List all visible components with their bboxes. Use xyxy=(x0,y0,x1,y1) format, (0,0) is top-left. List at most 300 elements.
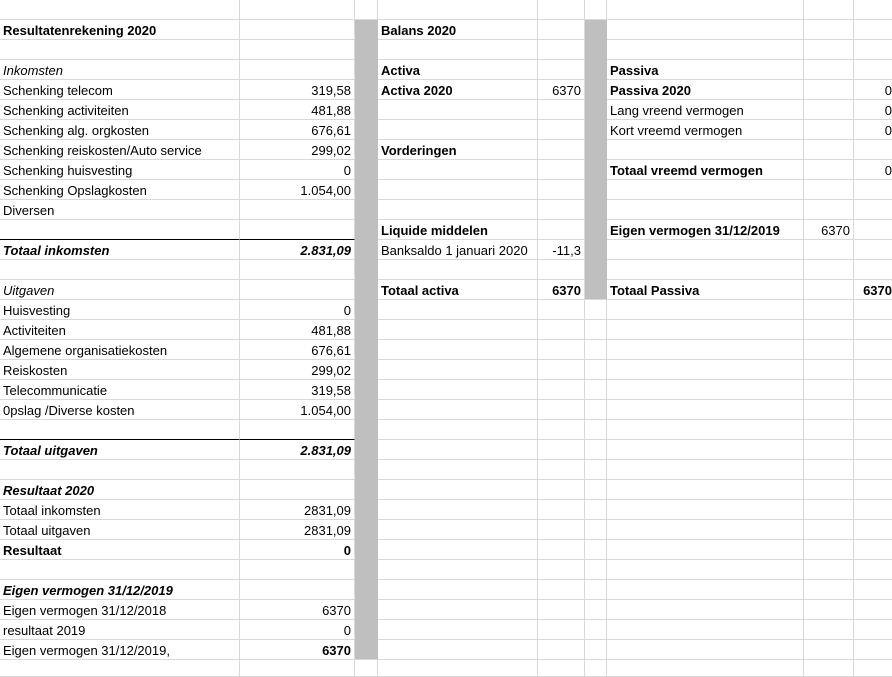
separator-cell[interactable] xyxy=(355,200,378,220)
separator-cell[interactable] xyxy=(355,180,378,200)
empty-cell[interactable] xyxy=(585,400,607,420)
empty-cell[interactable] xyxy=(538,200,585,220)
empty-cell[interactable] xyxy=(538,560,585,580)
uitgaven-label[interactable]: Reiskosten xyxy=(0,360,240,380)
empty-cell[interactable] xyxy=(378,580,538,600)
resultaat-label[interactable]: Totaal uitgaven xyxy=(0,520,240,540)
empty-cell[interactable] xyxy=(378,260,538,280)
resultaat-total-label[interactable]: Resultaat xyxy=(0,540,240,560)
separator-cell[interactable] xyxy=(355,560,378,580)
empty-cell[interactable] xyxy=(607,500,804,520)
separator-cell[interactable] xyxy=(355,640,378,660)
section-heading-inkomsten[interactable]: Inkomsten xyxy=(0,60,240,80)
empty-cell[interactable] xyxy=(240,460,355,480)
empty-cell[interactable] xyxy=(854,40,892,60)
activa-heading[interactable]: Activa xyxy=(378,60,538,80)
empty-cell[interactable] xyxy=(854,420,892,440)
separator-cell[interactable] xyxy=(585,220,607,240)
empty-cell[interactable] xyxy=(804,120,854,140)
inkomsten-label[interactable]: Schenking activiteiten xyxy=(0,100,240,120)
empty-cell[interactable] xyxy=(607,640,804,660)
empty-cell[interactable] xyxy=(804,460,854,480)
separator-cell[interactable] xyxy=(355,460,378,480)
empty-cell[interactable] xyxy=(854,560,892,580)
empty-cell[interactable] xyxy=(538,420,585,440)
empty-cell[interactable] xyxy=(538,220,585,240)
empty-cell[interactable] xyxy=(0,660,240,677)
empty-cell[interactable] xyxy=(585,460,607,480)
empty-cell[interactable] xyxy=(240,220,355,240)
uitgaven-value[interactable]: 1.054,00 xyxy=(240,400,355,420)
activa-row-label[interactable]: Activa 2020 xyxy=(378,80,538,100)
empty-cell[interactable] xyxy=(804,600,854,620)
empty-cell[interactable] xyxy=(538,120,585,140)
empty-cell[interactable] xyxy=(0,0,240,20)
empty-cell[interactable] xyxy=(804,40,854,60)
passiva-label[interactable]: Passiva 2020 xyxy=(607,80,804,100)
separator-cell[interactable] xyxy=(355,540,378,560)
eigen-vermogen-value[interactable]: 0 xyxy=(240,620,355,640)
inkomsten-label[interactable]: Schenking Opslagkosten xyxy=(0,180,240,200)
resultaat-value[interactable]: 2831,09 xyxy=(240,500,355,520)
empty-cell[interactable] xyxy=(378,660,538,677)
empty-cell[interactable] xyxy=(854,220,892,240)
empty-cell[interactable] xyxy=(607,460,804,480)
uitgaven-label[interactable]: Huisvesting xyxy=(0,300,240,320)
empty-cell[interactable] xyxy=(538,600,585,620)
empty-cell[interactable] xyxy=(804,560,854,580)
empty-cell[interactable] xyxy=(585,320,607,340)
passiva-label[interactable]: Lang vreend vermogen xyxy=(607,100,804,120)
empty-cell[interactable] xyxy=(585,660,607,677)
separator-cell[interactable] xyxy=(355,440,378,460)
section-heading-resultaat[interactable]: Resultaat 2020 xyxy=(0,480,240,500)
empty-cell[interactable] xyxy=(607,540,804,560)
report-title[interactable]: Resultatenrekening 2020 xyxy=(0,20,240,40)
empty-cell[interactable] xyxy=(854,440,892,460)
banksaldo-value[interactable]: -11,3 xyxy=(538,240,585,260)
eigen-vermogen-total-value[interactable]: 6370 xyxy=(240,640,355,660)
empty-cell[interactable] xyxy=(538,180,585,200)
activa-row-value[interactable]: 6370 xyxy=(538,80,585,100)
separator-cell[interactable] xyxy=(585,200,607,220)
separator-cell[interactable] xyxy=(355,40,378,60)
empty-cell[interactable] xyxy=(585,640,607,660)
empty-cell[interactable] xyxy=(854,460,892,480)
empty-cell[interactable] xyxy=(804,100,854,120)
empty-cell[interactable] xyxy=(804,540,854,560)
empty-cell[interactable] xyxy=(538,540,585,560)
separator-cell[interactable] xyxy=(355,420,378,440)
empty-cell[interactable] xyxy=(804,260,854,280)
banksaldo-label[interactable]: Banksaldo 1 januari 2020 xyxy=(378,240,538,260)
empty-cell[interactable] xyxy=(607,420,804,440)
inkomsten-value[interactable]: 319,58 xyxy=(240,80,355,100)
eigen-vermogen-label[interactable]: resultaat 2019 xyxy=(0,620,240,640)
empty-cell[interactable] xyxy=(378,180,538,200)
separator-cell[interactable] xyxy=(355,280,378,300)
inkomsten-value[interactable] xyxy=(240,200,355,220)
separator-cell[interactable] xyxy=(585,120,607,140)
separator-cell[interactable] xyxy=(355,160,378,180)
vorderingen-label[interactable]: Vorderingen xyxy=(378,140,538,160)
separator-cell[interactable] xyxy=(355,620,378,640)
uitgaven-value[interactable]: 299,02 xyxy=(240,360,355,380)
empty-cell[interactable] xyxy=(854,540,892,560)
empty-cell[interactable] xyxy=(607,600,804,620)
empty-cell[interactable] xyxy=(607,320,804,340)
empty-cell[interactable] xyxy=(378,120,538,140)
empty-cell[interactable] xyxy=(854,660,892,677)
empty-cell[interactable] xyxy=(0,220,240,240)
empty-cell[interactable] xyxy=(804,500,854,520)
empty-cell[interactable] xyxy=(854,500,892,520)
eigen-vermogen-label[interactable]: Eigen vermogen 31/12/2018 xyxy=(0,600,240,620)
separator-cell[interactable] xyxy=(355,320,378,340)
empty-cell[interactable] xyxy=(378,480,538,500)
empty-cell[interactable] xyxy=(804,520,854,540)
empty-cell[interactable] xyxy=(607,260,804,280)
separator-cell[interactable] xyxy=(355,480,378,500)
empty-cell[interactable] xyxy=(804,80,854,100)
empty-cell[interactable] xyxy=(585,560,607,580)
resultaat-label[interactable]: Totaal inkomsten xyxy=(0,500,240,520)
empty-cell[interactable] xyxy=(607,40,804,60)
inkomsten-label[interactable]: Schenking telecom xyxy=(0,80,240,100)
empty-cell[interactable] xyxy=(240,0,355,20)
empty-cell[interactable] xyxy=(538,500,585,520)
empty-cell[interactable] xyxy=(378,100,538,120)
empty-cell[interactable] xyxy=(538,20,585,40)
empty-cell[interactable] xyxy=(854,300,892,320)
empty-cell[interactable] xyxy=(538,380,585,400)
empty-cell[interactable] xyxy=(378,0,538,20)
empty-cell[interactable] xyxy=(538,40,585,60)
empty-cell[interactable] xyxy=(378,400,538,420)
uitgaven-label[interactable]: Telecommunicatie xyxy=(0,380,240,400)
empty-cell[interactable] xyxy=(585,500,607,520)
separator-cell[interactable] xyxy=(355,220,378,240)
empty-cell[interactable] xyxy=(240,420,355,440)
empty-cell[interactable] xyxy=(804,300,854,320)
empty-cell[interactable] xyxy=(538,100,585,120)
empty-cell[interactable] xyxy=(854,260,892,280)
empty-cell[interactable] xyxy=(538,440,585,460)
empty-cell[interactable] xyxy=(607,480,804,500)
empty-cell[interactable] xyxy=(378,520,538,540)
empty-cell[interactable] xyxy=(585,0,607,20)
inkomsten-value[interactable]: 676,61 xyxy=(240,120,355,140)
inkomsten-value[interactable]: 299,02 xyxy=(240,140,355,160)
separator-cell[interactable] xyxy=(585,40,607,60)
separator-cell[interactable] xyxy=(355,340,378,360)
empty-cell[interactable] xyxy=(854,240,892,260)
inkomsten-label[interactable]: Diversen xyxy=(0,200,240,220)
empty-cell[interactable] xyxy=(854,60,892,80)
uitgaven-label[interactable]: 0pslag /Diverse kosten xyxy=(0,400,240,420)
empty-cell[interactable] xyxy=(538,400,585,420)
empty-cell[interactable] xyxy=(607,20,804,40)
uitgaven-value[interactable]: 0 xyxy=(240,300,355,320)
resultaat-total-value[interactable]: 0 xyxy=(240,540,355,560)
totaal-vreemd-value[interactable]: 0 xyxy=(854,160,892,180)
separator-cell[interactable] xyxy=(355,400,378,420)
empty-cell[interactable] xyxy=(240,280,355,300)
empty-cell[interactable] xyxy=(378,500,538,520)
liquide-middelen-label[interactable]: Liquide middelen xyxy=(378,220,538,240)
empty-cell[interactable] xyxy=(378,420,538,440)
totaal-passiva-label[interactable]: Totaal Passiva xyxy=(607,280,804,300)
separator-cell[interactable] xyxy=(585,240,607,260)
empty-cell[interactable] xyxy=(378,160,538,180)
empty-cell[interactable] xyxy=(854,200,892,220)
totaal-activa-value[interactable]: 6370 xyxy=(538,280,585,300)
empty-cell[interactable] xyxy=(240,40,355,60)
separator-cell[interactable] xyxy=(585,180,607,200)
uitgaven-label[interactable]: Activiteiten xyxy=(0,320,240,340)
empty-cell[interactable] xyxy=(378,640,538,660)
empty-cell[interactable] xyxy=(585,480,607,500)
empty-cell[interactable] xyxy=(585,580,607,600)
empty-cell[interactable] xyxy=(854,0,892,20)
totaal-activa-label[interactable]: Totaal activa xyxy=(378,280,538,300)
empty-cell[interactable] xyxy=(0,40,240,60)
empty-cell[interactable] xyxy=(854,600,892,620)
inkomsten-value[interactable]: 481,88 xyxy=(240,100,355,120)
uitgaven-label[interactable]: Algemene organisatiekosten xyxy=(0,340,240,360)
empty-cell[interactable] xyxy=(804,380,854,400)
empty-cell[interactable] xyxy=(585,440,607,460)
empty-cell[interactable] xyxy=(854,480,892,500)
empty-cell[interactable] xyxy=(804,140,854,160)
empty-cell[interactable] xyxy=(378,600,538,620)
empty-cell[interactable] xyxy=(355,660,378,677)
empty-cell[interactable] xyxy=(585,360,607,380)
total-inkomsten-value[interactable]: 2.831,09 xyxy=(240,240,355,260)
empty-cell[interactable] xyxy=(378,620,538,640)
separator-cell[interactable] xyxy=(355,60,378,80)
separator-cell[interactable] xyxy=(355,520,378,540)
separator-cell[interactable] xyxy=(355,500,378,520)
empty-cell[interactable] xyxy=(607,180,804,200)
empty-cell[interactable] xyxy=(804,340,854,360)
resultaat-value[interactable]: 2831,09 xyxy=(240,520,355,540)
eigen-vermogen-passiva-label[interactable]: Eigen vermogen 31/12/2019 xyxy=(607,220,804,240)
empty-cell[interactable] xyxy=(854,620,892,640)
separator-cell[interactable] xyxy=(355,360,378,380)
empty-cell[interactable] xyxy=(804,200,854,220)
empty-cell[interactable] xyxy=(378,460,538,480)
empty-cell[interactable] xyxy=(240,480,355,500)
empty-cell[interactable] xyxy=(538,320,585,340)
empty-cell[interactable] xyxy=(607,620,804,640)
empty-cell[interactable] xyxy=(854,640,892,660)
empty-cell[interactable] xyxy=(804,60,854,80)
separator-cell[interactable] xyxy=(355,100,378,120)
empty-cell[interactable] xyxy=(538,140,585,160)
eigen-vermogen-passiva-value[interactable]: 6370 xyxy=(804,220,854,240)
empty-cell[interactable] xyxy=(378,320,538,340)
empty-cell[interactable] xyxy=(0,420,240,440)
empty-cell[interactable] xyxy=(538,160,585,180)
separator-cell[interactable] xyxy=(355,20,378,40)
inkomsten-label[interactable]: Schenking alg. orgkosten xyxy=(0,120,240,140)
inkomsten-label[interactable]: Schenking huisvesting xyxy=(0,160,240,180)
separator-cell[interactable] xyxy=(355,260,378,280)
empty-cell[interactable] xyxy=(854,320,892,340)
passiva-label[interactable]: Kort vreemd vermogen xyxy=(607,120,804,140)
empty-cell[interactable] xyxy=(804,480,854,500)
empty-cell[interactable] xyxy=(854,340,892,360)
empty-cell[interactable] xyxy=(240,60,355,80)
empty-cell[interactable] xyxy=(538,640,585,660)
empty-cell[interactable] xyxy=(378,340,538,360)
empty-cell[interactable] xyxy=(804,280,854,300)
empty-cell[interactable] xyxy=(378,300,538,320)
empty-cell[interactable] xyxy=(854,400,892,420)
empty-cell[interactable] xyxy=(804,420,854,440)
empty-cell[interactable] xyxy=(607,380,804,400)
section-heading-uitgaven[interactable]: Uitgaven xyxy=(0,280,240,300)
separator-cell[interactable] xyxy=(585,100,607,120)
separator-cell[interactable] xyxy=(355,600,378,620)
empty-cell[interactable] xyxy=(585,520,607,540)
empty-cell[interactable] xyxy=(804,620,854,640)
empty-cell[interactable] xyxy=(804,320,854,340)
empty-cell[interactable] xyxy=(585,380,607,400)
empty-cell[interactable] xyxy=(378,560,538,580)
passiva-heading[interactable]: Passiva xyxy=(607,60,804,80)
empty-cell[interactable] xyxy=(804,160,854,180)
empty-cell[interactable] xyxy=(240,580,355,600)
separator-cell[interactable] xyxy=(585,140,607,160)
empty-cell[interactable] xyxy=(804,180,854,200)
empty-cell[interactable] xyxy=(607,660,804,677)
separator-cell[interactable] xyxy=(355,580,378,600)
separator-cell[interactable] xyxy=(355,240,378,260)
empty-cell[interactable] xyxy=(538,60,585,80)
inkomsten-label[interactable]: Schenking reiskosten/Auto service xyxy=(0,140,240,160)
empty-cell[interactable] xyxy=(804,660,854,677)
empty-cell[interactable] xyxy=(538,620,585,640)
empty-cell[interactable] xyxy=(585,420,607,440)
eigen-vermogen-value[interactable]: 6370 xyxy=(240,600,355,620)
empty-cell[interactable] xyxy=(585,620,607,640)
empty-cell[interactable] xyxy=(854,580,892,600)
eigen-vermogen-total-label[interactable]: Eigen vermogen 31/12/2019, xyxy=(0,640,240,660)
uitgaven-value[interactable]: 481,88 xyxy=(240,320,355,340)
empty-cell[interactable] xyxy=(607,400,804,420)
empty-cell[interactable] xyxy=(607,240,804,260)
empty-cell[interactable] xyxy=(538,480,585,500)
empty-cell[interactable] xyxy=(378,380,538,400)
empty-cell[interactable] xyxy=(854,520,892,540)
empty-cell[interactable] xyxy=(854,360,892,380)
empty-cell[interactable] xyxy=(538,340,585,360)
totaal-vreemd-label[interactable]: Totaal vreemd vermogen xyxy=(607,160,804,180)
total-inkomsten-label[interactable]: Totaal inkomsten xyxy=(0,240,240,260)
empty-cell[interactable] xyxy=(378,360,538,380)
separator-cell[interactable] xyxy=(355,380,378,400)
empty-cell[interactable] xyxy=(854,180,892,200)
separator-cell[interactable] xyxy=(585,160,607,180)
empty-cell[interactable] xyxy=(607,0,804,20)
empty-cell[interactable] xyxy=(538,0,585,20)
empty-cell[interactable] xyxy=(0,460,240,480)
empty-cell[interactable] xyxy=(585,300,607,320)
empty-cell[interactable] xyxy=(854,140,892,160)
empty-cell[interactable] xyxy=(585,540,607,560)
empty-cell[interactable] xyxy=(538,260,585,280)
inkomsten-value[interactable]: 0 xyxy=(240,160,355,180)
passiva-value[interactable]: 0 xyxy=(854,120,892,140)
passiva-value[interactable]: 0 xyxy=(854,100,892,120)
separator-cell[interactable] xyxy=(585,280,607,300)
empty-cell[interactable] xyxy=(355,0,378,20)
empty-cell[interactable] xyxy=(538,360,585,380)
empty-cell[interactable] xyxy=(804,0,854,20)
totaal-passiva-value[interactable]: 6370 xyxy=(854,280,892,300)
separator-cell[interactable] xyxy=(585,20,607,40)
empty-cell[interactable] xyxy=(804,400,854,420)
empty-cell[interactable] xyxy=(607,440,804,460)
section-heading-eigen-vermogen[interactable]: Eigen vermogen 31/12/2019 xyxy=(0,580,240,600)
separator-cell[interactable] xyxy=(585,260,607,280)
passiva-value[interactable]: 0 xyxy=(854,80,892,100)
empty-cell[interactable] xyxy=(538,300,585,320)
empty-cell[interactable] xyxy=(378,200,538,220)
empty-cell[interactable] xyxy=(607,560,804,580)
empty-cell[interactable] xyxy=(240,560,355,580)
uitgaven-value[interactable]: 319,58 xyxy=(240,380,355,400)
empty-cell[interactable] xyxy=(804,580,854,600)
empty-cell[interactable] xyxy=(240,20,355,40)
empty-cell[interactable] xyxy=(607,360,804,380)
empty-cell[interactable] xyxy=(378,440,538,460)
separator-cell[interactable] xyxy=(585,80,607,100)
separator-cell[interactable] xyxy=(355,120,378,140)
empty-cell[interactable] xyxy=(804,440,854,460)
empty-cell[interactable] xyxy=(378,40,538,60)
empty-cell[interactable] xyxy=(378,540,538,560)
empty-cell[interactable] xyxy=(607,200,804,220)
empty-cell[interactable] xyxy=(538,580,585,600)
empty-cell[interactable] xyxy=(607,140,804,160)
separator-cell[interactable] xyxy=(585,60,607,80)
separator-cell[interactable] xyxy=(355,80,378,100)
empty-cell[interactable] xyxy=(804,240,854,260)
empty-cell[interactable] xyxy=(854,20,892,40)
empty-cell[interactable] xyxy=(607,300,804,320)
inkomsten-value[interactable]: 1.054,00 xyxy=(240,180,355,200)
empty-cell[interactable] xyxy=(0,560,240,580)
empty-cell[interactable] xyxy=(804,20,854,40)
separator-cell[interactable] xyxy=(355,140,378,160)
empty-cell[interactable] xyxy=(607,580,804,600)
empty-cell[interactable] xyxy=(804,640,854,660)
empty-cell[interactable] xyxy=(585,340,607,360)
empty-cell[interactable] xyxy=(538,520,585,540)
empty-cell[interactable] xyxy=(804,360,854,380)
empty-cell[interactable] xyxy=(607,520,804,540)
total-uitgaven-value[interactable]: 2.831,09 xyxy=(240,440,355,460)
balans-title[interactable]: Balans 2020 xyxy=(378,20,538,40)
empty-cell[interactable] xyxy=(538,460,585,480)
total-uitgaven-label[interactable]: Totaal uitgaven xyxy=(0,440,240,460)
separator-cell[interactable] xyxy=(355,300,378,320)
empty-cell[interactable] xyxy=(607,340,804,360)
empty-cell[interactable] xyxy=(585,600,607,620)
